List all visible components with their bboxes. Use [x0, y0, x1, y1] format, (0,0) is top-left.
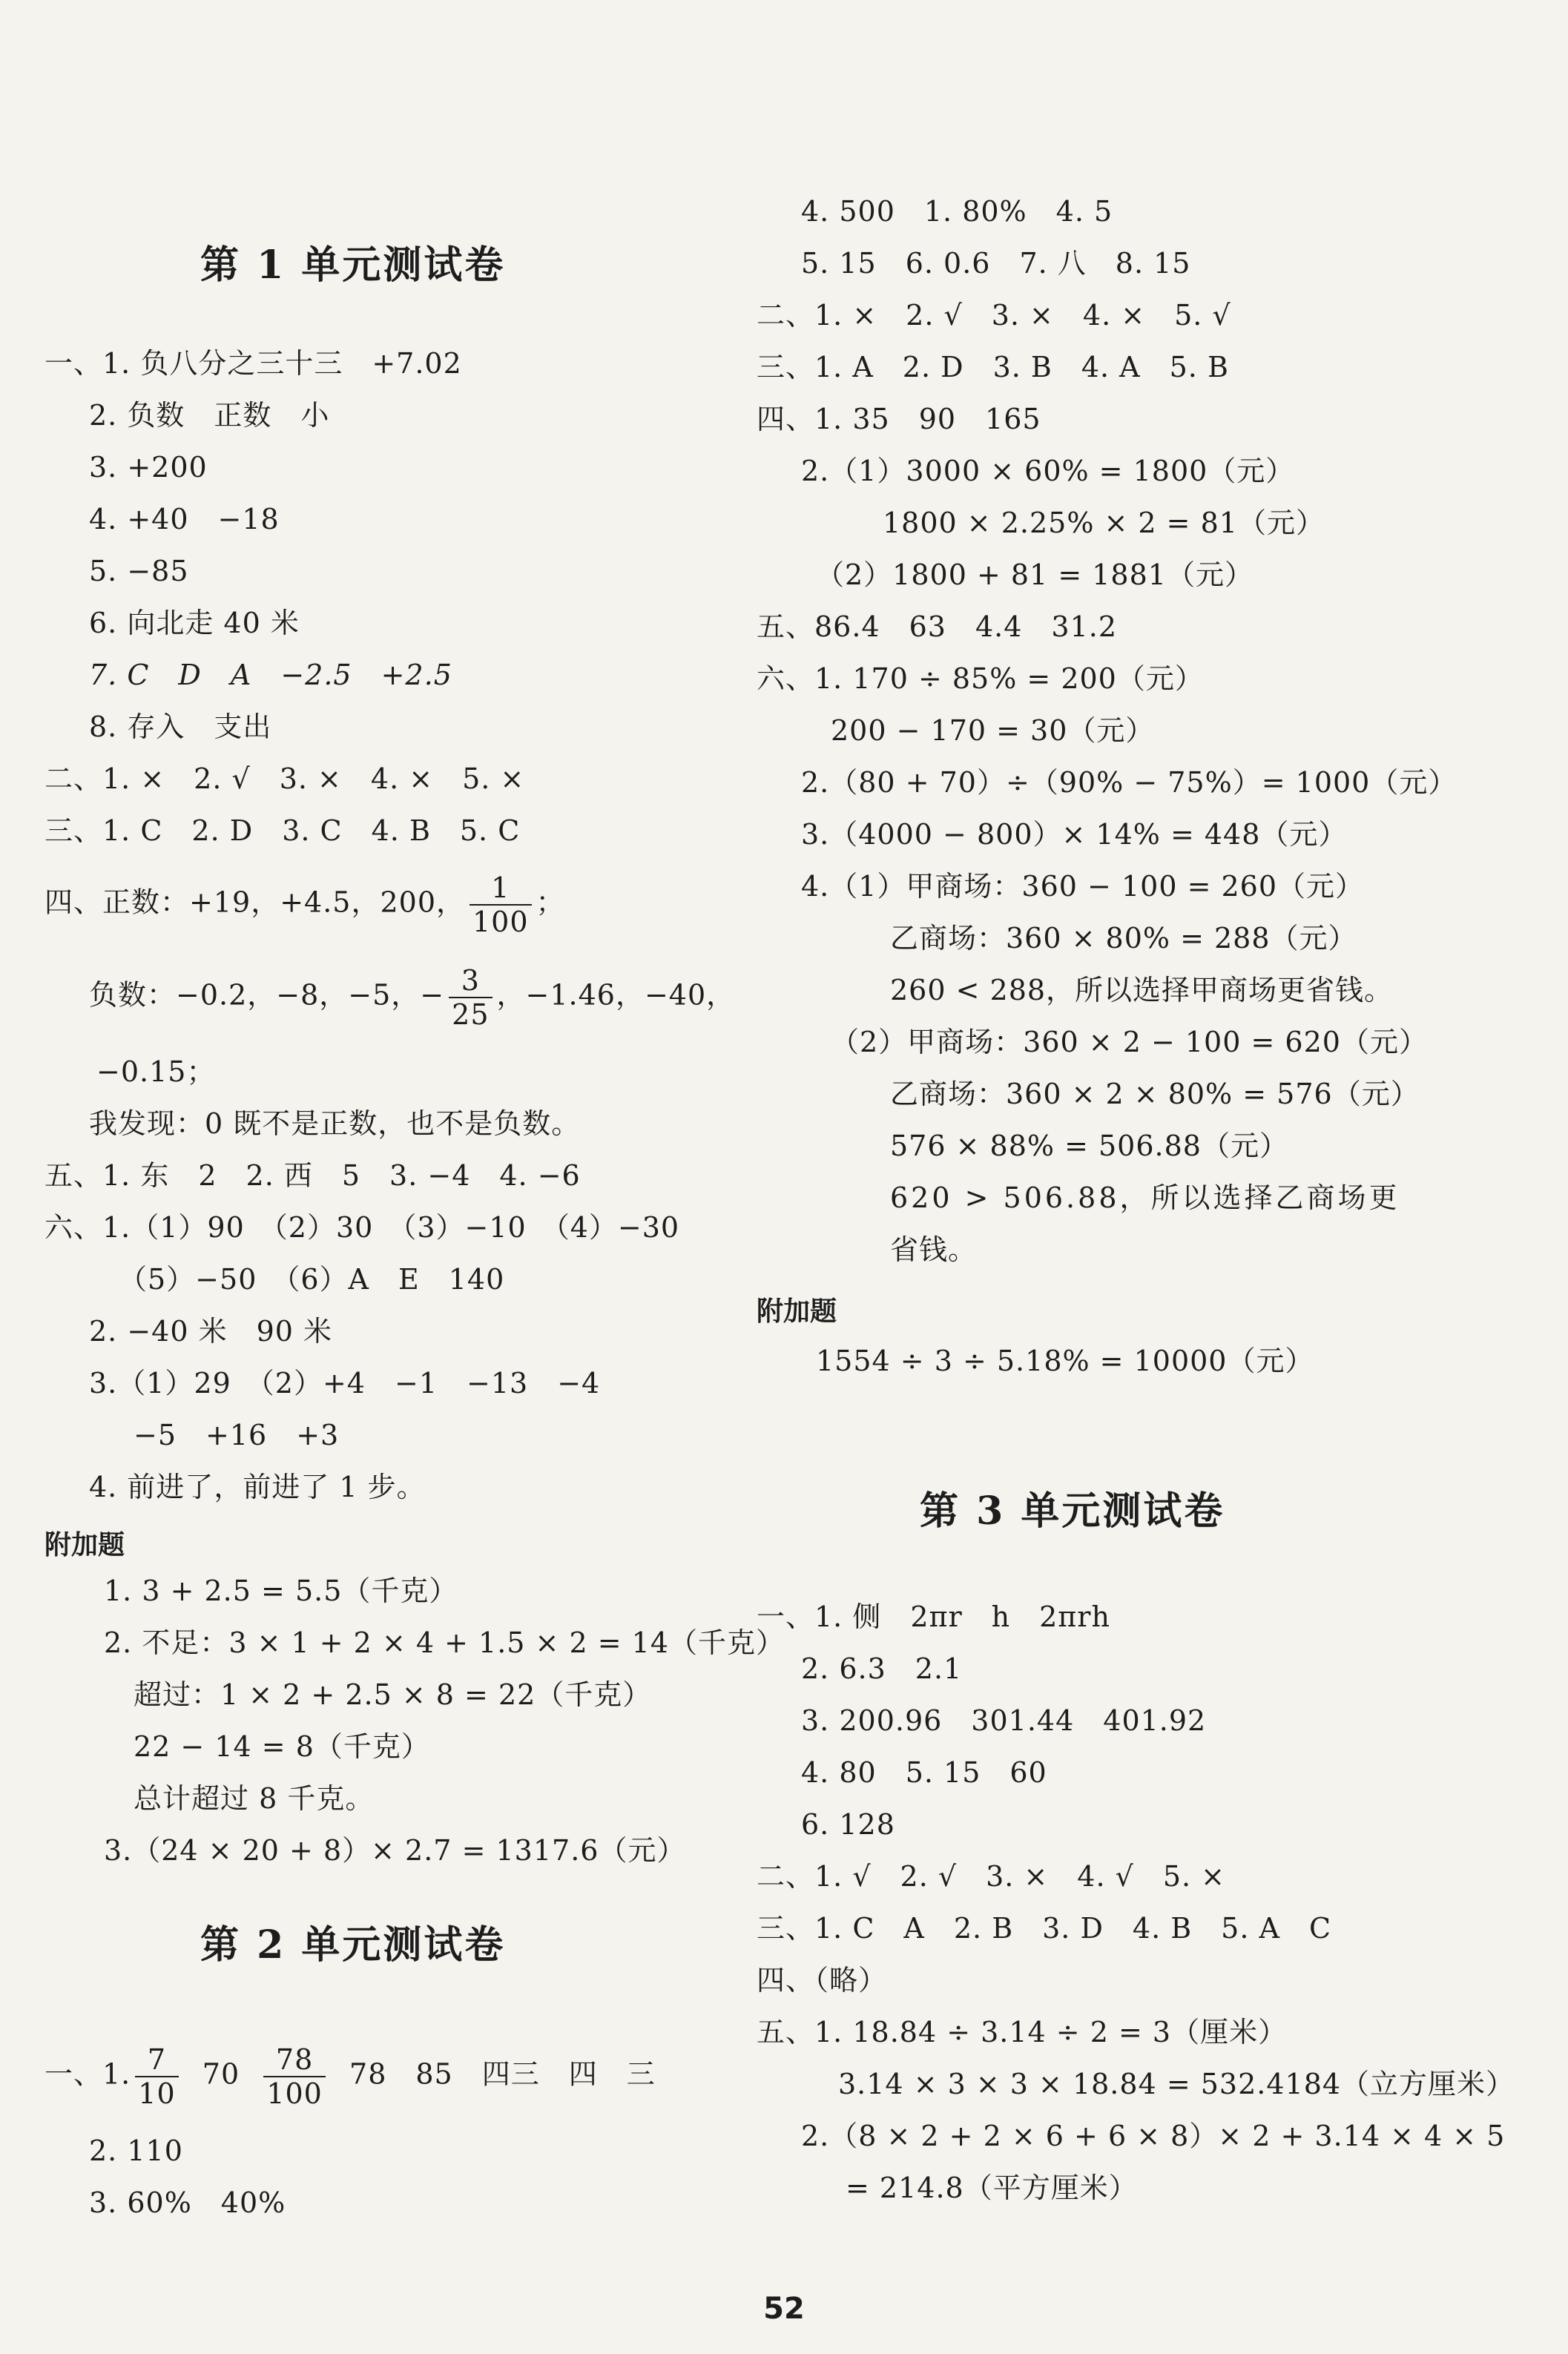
- u2-line-3: 3. 60% 40%: [89, 2186, 286, 2219]
- u2c-line-1: 4. 500 1. 80% 4. 5: [801, 195, 1113, 228]
- unit1-title: 第 1 单元测试卷: [200, 243, 506, 288]
- u1-negative-text: 负数：−0.2，−8，−5，−: [89, 978, 445, 1012]
- u1-extra-5: 总计超过 8 千克。: [134, 1782, 375, 1815]
- u1-positive-text: 四、正数：+19，+4.5，200，: [45, 886, 465, 919]
- fraction-numerator: 3: [461, 964, 480, 997]
- u1-line-7: 7. C D A −2.5 +2.5: [89, 659, 452, 691]
- u2c-line-19: 576 × 88% = 506.88（元）: [890, 1130, 1288, 1162]
- u1-positive-line: [45, 871, 565, 938]
- u1b-line-5: （5）−50 （6）A E 140: [119, 1263, 505, 1296]
- fraction-numerator: 78: [275, 2043, 314, 2076]
- u1b-line-8: −5 +16 +3: [134, 1419, 340, 1451]
- u2c-line-13: 3.（4000 − 800）× 14% = 448（元）: [801, 818, 1348, 851]
- u2c-line-2: 5. 15 6. 0.6 7. 八 8. 15: [801, 247, 1191, 280]
- u3-line-4: 4. 80 5. 15 60: [801, 1756, 1047, 1789]
- u2c-line-17: （2）甲商场：360 × 2 − 100 = 620（元）: [831, 1026, 1428, 1058]
- u1b-line-9: 4. 前进了，前进了 1 步。: [89, 1471, 426, 1503]
- u2c-line-4: 三、1. A 2. D 3. B 4. A 5. B: [757, 351, 1229, 383]
- u2-q1-prefix: 一、1.: [45, 2057, 131, 2091]
- u1-line-9: 二、1. × 2. √ 3. × 4. × 5. ×: [45, 762, 525, 795]
- u2c-line-8: （2）1800 + 81 = 1881（元）: [816, 558, 1254, 591]
- u2c-line-16: 260 < 288，所以选择甲商场更省钱。: [890, 974, 1394, 1006]
- u3-line-6: 二、1. √ 2. √ 3. × 4. √ 5. ×: [757, 1860, 1225, 1893]
- page-number: 52: [763, 2292, 805, 2326]
- u2-extra-1: 1554 ÷ 3 ÷ 5.18% = 10000（元）: [816, 1345, 1314, 1377]
- unit3-title: 第 3 单元测试卷: [920, 1488, 1225, 1534]
- u2c-line-18: 乙商场：360 × 2 × 80% = 576（元）: [890, 1078, 1420, 1110]
- u1b-line-1: −0.15；: [96, 1055, 216, 1088]
- u1b-line-7: 3.（1）29 （2）+4 −1 −13 −4: [89, 1367, 601, 1399]
- u1-line-5: 5. −85: [89, 555, 189, 587]
- fraction-denominator: 25: [449, 997, 492, 1031]
- u1-negative-suffix: ，−1.46，−40，: [496, 978, 736, 1012]
- u1-line-1: 一、1. 负八分之三十三 +7.02: [45, 347, 462, 380]
- fraction-numerator: 1: [491, 871, 510, 904]
- u3-line-3: 3. 200.96 301.44 401.92: [801, 1704, 1207, 1737]
- u1-extra-4: 22 − 14 = 8（千克）: [134, 1730, 430, 1763]
- u1-extra-6: 3.（24 × 20 + 8）× 2.7 = 1317.6（元）: [104, 1834, 686, 1867]
- u3-line-9: 五、1. 18.84 ÷ 3.14 ÷ 2 = 3（厘米）: [757, 2016, 1288, 2048]
- u2c-line-3: 二、1. × 2. √ 3. × 4. × 5. √: [757, 299, 1231, 332]
- fraction-7-10: [135, 2043, 178, 2110]
- u1-line-6: 6. 向北走 40 米: [89, 607, 300, 639]
- u1b-line-4: 六、1.（1）90 （2）30 （3）−10 （4）−30: [45, 1211, 680, 1244]
- u1-line-8: 8. 存入 支出: [89, 711, 272, 743]
- u3-line-1: 一、1. 侧 2πr h 2πrh: [757, 1600, 1110, 1633]
- u3-line-10: 3.14 × 3 × 3 × 18.84 = 532.4184（立方厘米）: [838, 2068, 1515, 2100]
- fraction-numerator: 7: [147, 2043, 167, 2076]
- u1-line-4: 4. +40 −18: [89, 503, 280, 535]
- u2c-line-6: 2.（1）3000 × 60% = 1800（元）: [801, 455, 1295, 487]
- u3-line-2: 2. 6.3 2.1: [801, 1652, 963, 1685]
- u2c-line-20: 620 > 506.88，所以选择乙商场更: [890, 1181, 1400, 1214]
- u1b-line-6: 2. −40 米 90 米: [89, 1315, 333, 1348]
- u3-line-11: 2.（8 × 2 + 2 × 6 + 6 × 8）× 2 + 3.14 × 4 × 5: [801, 2120, 1506, 2152]
- fraction-3-25: [449, 964, 492, 1031]
- unit2-title: 第 2 单元测试卷: [200, 1922, 506, 1968]
- u1-extra-2: 2. 不足：3 × 1 + 2 × 4 + 1.5 × 2 = 14（千克）: [104, 1626, 785, 1659]
- u1-extra-1: 1. 3 + 2.5 = 5.5（千克）: [104, 1575, 458, 1607]
- u1-line-2: 2. 负数 正数 小: [89, 399, 330, 432]
- fraction-78-100: [263, 2043, 326, 2110]
- u3-line-8: 四、（略）: [757, 1964, 888, 1997]
- u2-q1-mid: 70: [202, 2057, 240, 2091]
- u2c-line-21: 省钱。: [890, 1233, 978, 1266]
- u3-line-7: 三、1. C A 2. B 3. D 4. B 5. A C: [757, 1912, 1332, 1945]
- u2c-line-14: 4.（1）甲商场：360 − 100 = 260（元）: [801, 870, 1365, 903]
- u2c-line-9: 五、86.4 63 4.4 31.2: [757, 610, 1118, 643]
- fraction-1-100: [470, 871, 532, 938]
- u2c-line-7: 1800 × 2.25% × 2 = 81（元）: [883, 507, 1325, 539]
- u2-extra-title: 附加题: [757, 1296, 837, 1327]
- u2c-line-10: 六、1. 170 ÷ 85% = 200（元）: [757, 662, 1204, 695]
- u2c-line-5: 四、1. 35 90 165: [757, 403, 1041, 435]
- u1b-line-3: 五、1. 东 2 2. 西 5 3. −4 4. −6: [45, 1159, 581, 1192]
- u1-extra-title: 附加题: [45, 1530, 125, 1560]
- u1-positive-suffix: ；: [536, 886, 565, 919]
- u3-line-5: 6. 128: [801, 1808, 895, 1841]
- u1-line-3: 3. +200: [89, 451, 208, 484]
- fraction-denominator: 100: [470, 904, 532, 938]
- u2-line-2: 2. 110: [89, 2134, 183, 2167]
- u1-line-10: 三、1. C 2. D 3. C 4. B 5. C: [45, 814, 521, 847]
- u2-q1-rest: 78 85 四三 四 三: [349, 2057, 656, 2091]
- u3-line-12: = 214.8（平方厘米）: [846, 2172, 1138, 2204]
- u1-negative-line: [89, 964, 735, 1031]
- u1-extra-3: 超过：1 × 2 + 2.5 × 8 = 22（千克）: [134, 1678, 652, 1711]
- u2-line-1: [45, 2043, 656, 2110]
- fraction-denominator: 10: [135, 2076, 178, 2110]
- u2c-line-11: 200 − 170 = 30（元）: [831, 714, 1155, 747]
- fraction-denominator: 100: [263, 2076, 326, 2110]
- u2c-line-12: 2.（80 + 70）÷（90% − 75%）= 1000（元）: [801, 766, 1457, 799]
- u2c-line-15: 乙商场：360 × 80% = 288（元）: [890, 922, 1357, 955]
- u1b-line-2: 我发现：0 既不是正数，也不是负数。: [89, 1107, 581, 1140]
